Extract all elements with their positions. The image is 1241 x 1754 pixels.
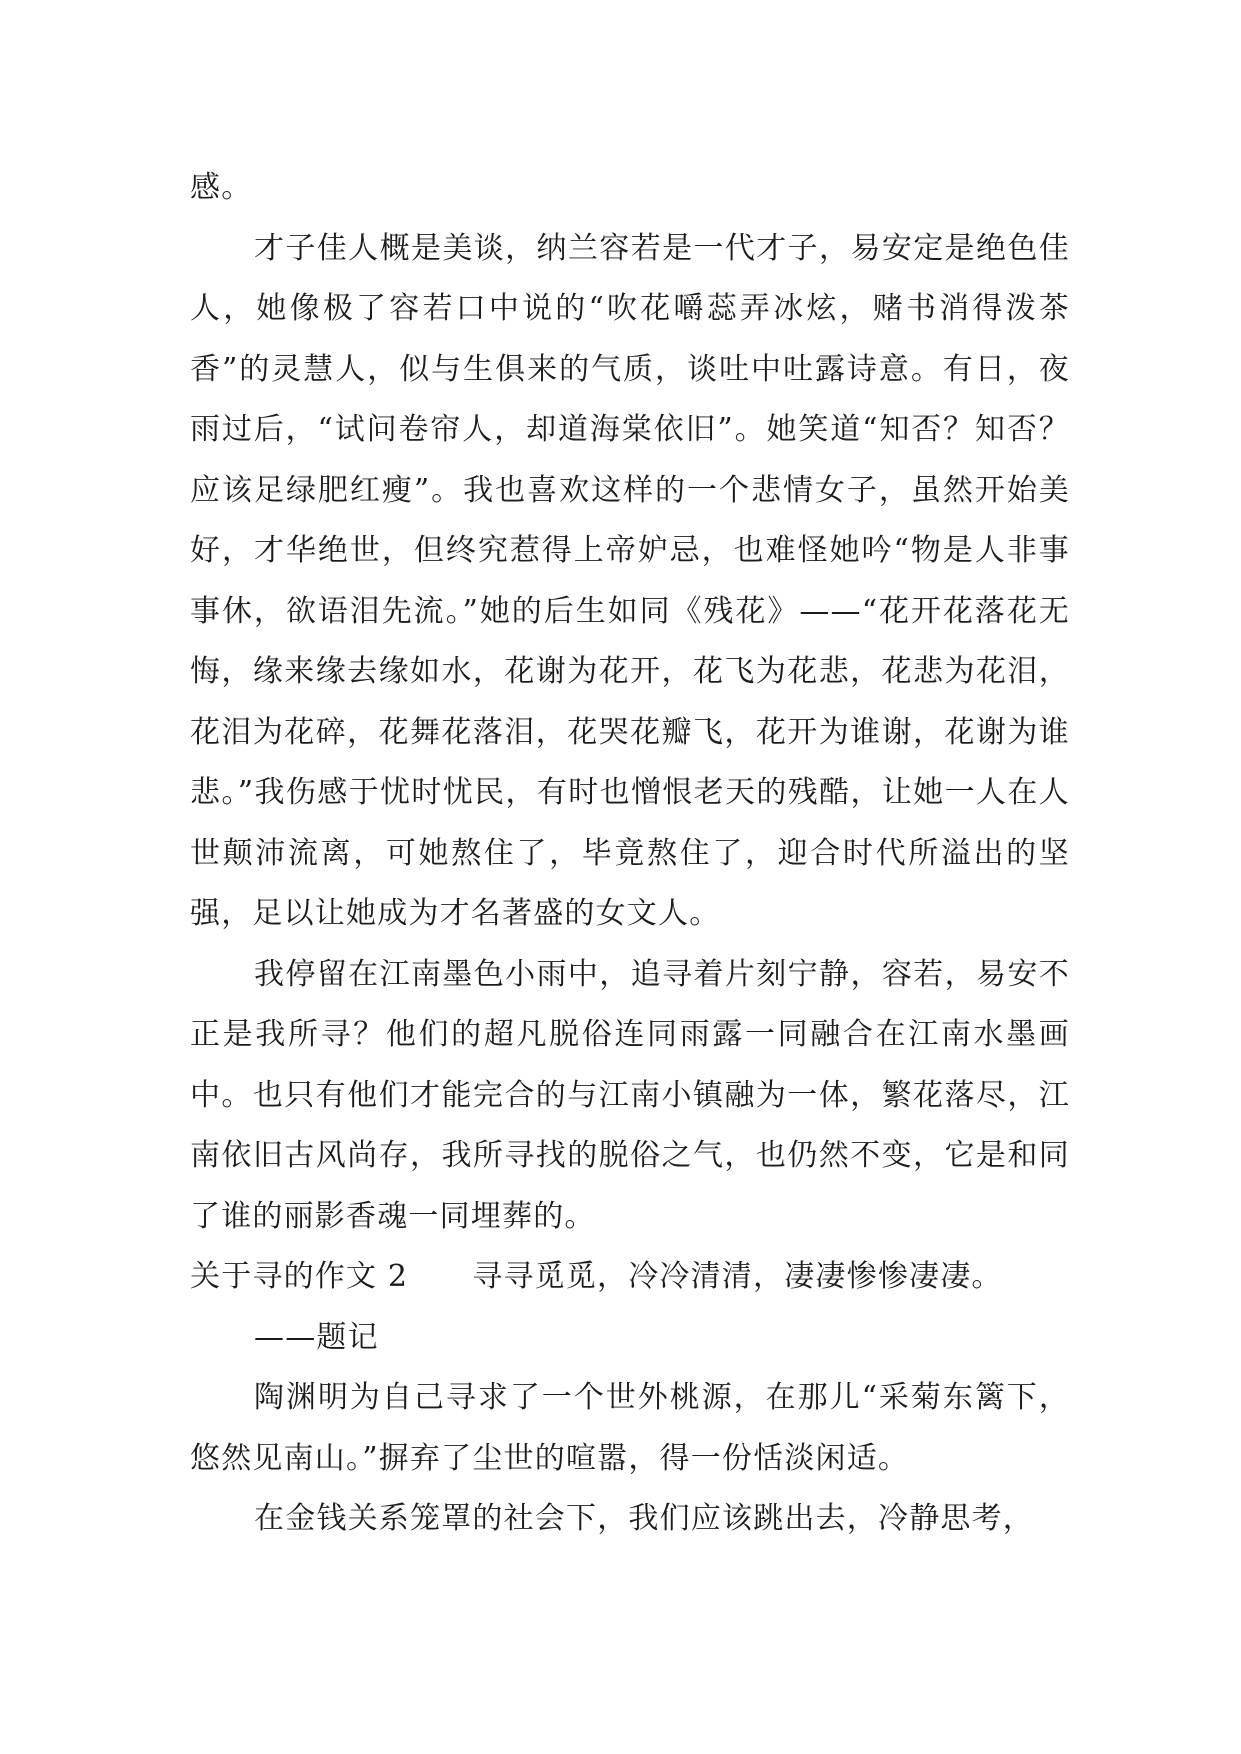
paragraph-talent-and-beauty: 才子佳人概是美谈，纳兰容若是一代才子，易安定是绝色佳人，她像极了容若口中说的“吹花嚼蕊弄冰炫，赌书消得泼茶香”的灵慧人，似与生俱来的气质，谈吐中吐露诗意。有日，夜雨过后，“试问卷帘人，却道海棠依旧”。她笑道“知否？知否？应该足绿肥红瘦”。我也喜欢这样的一个悲情女子，虽然开始美好，才华绝世，但终究惹得上帝妒忌，也难怪她吟“物是人非事事休，欲语泪先流。”她的后生如同《残花》——“花开花落花无悔，缘来缘去缘如水，花谢为花开，花飞为花悲，花悲为花泪，花泪为花碎，花舞花落泪，花哭花瓣飞，花开为谁谢，花谢为谁悲。”我伤感于忧时忧民，有时也憎恨老天的残酷，让她一人在人世颠沛流离，可她熬住了，毕竟熬住了，迎合时代所溢出的坚强，足以让她成为才名著盛的女文人。 [190,230,1070,931]
epigraph-quote: 寻寻觅觅，冷冷清清，凄凄惨惨凄凄。 [472,1259,1003,1294]
paragraph-continuation: 感。 [190,170,253,205]
paragraph-jiangnan-rain: 我停留在江南墨色小雨中，追寻着片刻宁静，容若，易安不正是我所寻？他们的超凡脱俗连同雨露一同融合在江南水墨画中。也只有他们才能完合的与江南小镇融为一体，繁花落尽，江南依旧古风尚存，我所寻找的脱俗之气，也仍然不变，它是和同了谁的丽影香魂一同埋葬的。 [190,956,1070,1234]
paragraph-tao-yuanming: 陶渊明为自己寻求了一个世外桃源，在那儿“采菊东篱下，悠然见南山。”摒弃了尘世的喧嚣，得一份恬淡闲适。 [190,1380,1070,1476]
essay-heading-line [190,1247,1070,1308]
paragraph-money-society: 在金钱关系笼罩的社会下，我们应该跳出去，冷静思考， [254,1501,1034,1536]
epigraph-attribution: ——题记 [254,1319,379,1355]
document-body [190,158,1070,1550]
essay-title: 关于寻的作文 2 [190,1259,409,1294]
